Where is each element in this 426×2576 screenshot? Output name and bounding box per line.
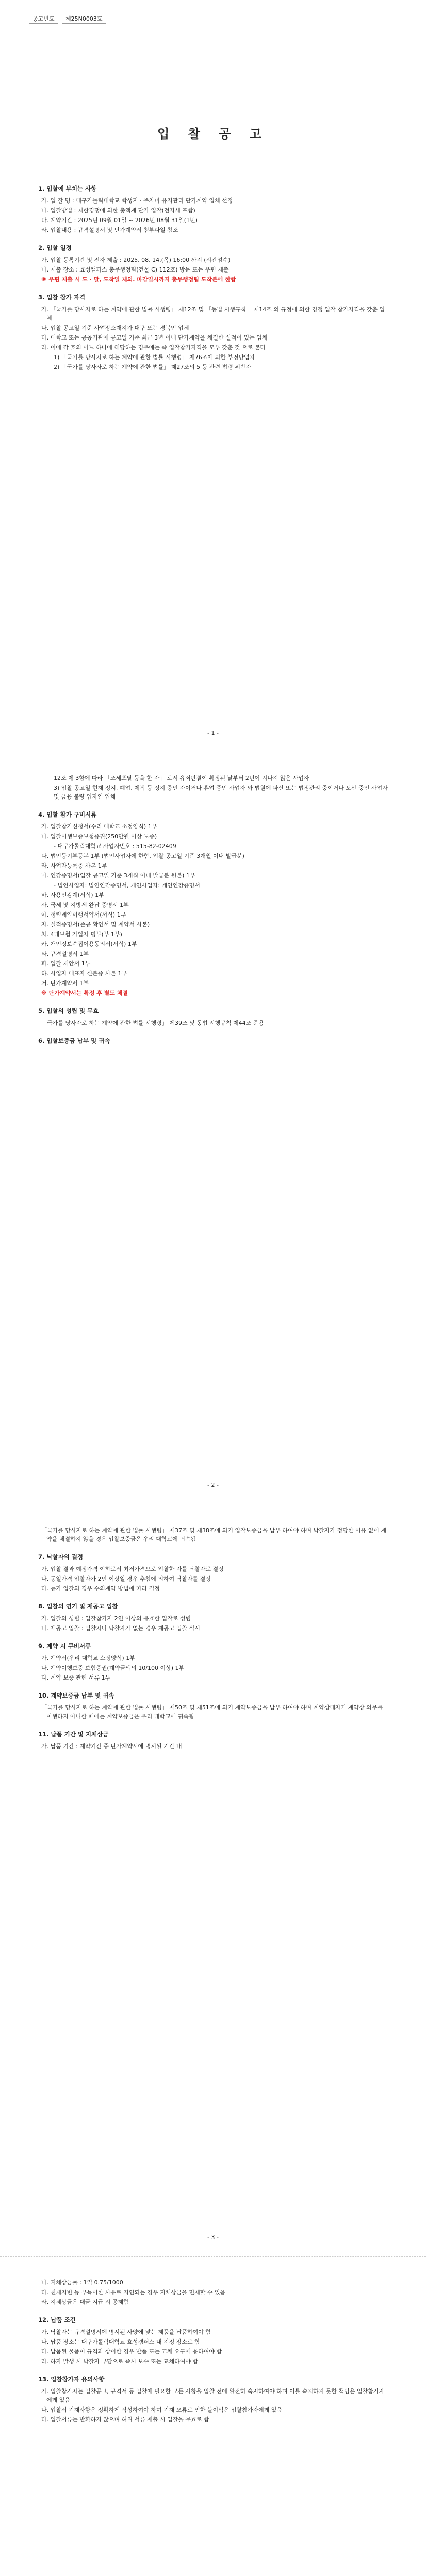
page-4	[0, 2257, 426, 2576]
section-12-item: 가. 낙찰자는 규격설명서에 명시된 사양에 맞는 제품을 납품하여야 함	[41, 2329, 211, 2335]
section-5-text: 「국가를 당사자로 하는 계약에 관한 법률 시행령」 제39조 및 동법 시행규칙 제44조 준용	[41, 1020, 264, 1026]
section-9-title: 9. 계약 시 구비서류	[38, 1642, 91, 1650]
section-4-item: 라. 사업자등록증 사본 1부	[41, 862, 107, 869]
section-4-note: ※ 단가계약서는 확정 후 별도 체결	[41, 990, 128, 996]
section-4-item: 하. 사업자 대표자 신분증 사본 1부	[41, 970, 127, 977]
section-12-item: 라. 하자 발생 시 낙찰자 부담으로 즉시 보수 또는 교체하여야 함	[41, 2358, 199, 2365]
section-body	[38, 175, 389, 372]
section-13-item: 가. 입찰참가자는 입찰공고, 규격서 등 입찰에 필요한 모든 사항을 입찰 전에 완전히 숙지하여야 하며 이를 숙지하지 못한 책임은 입찰참가자에게 있음	[41, 2388, 384, 2403]
section-12-title: 12. 납품 조건	[38, 2316, 76, 2324]
section-4-item: 사. 국세 및 지방세 완납 증명서 1부	[41, 902, 129, 908]
section-2-note: ※ 우편 제출 시 도 · 말, 도착일 제외. 마감일시까지 총무행정팀 도착분에 한함	[41, 276, 236, 283]
section-4-item: 가. 입찰참가신청서(수리 대학교 소정양식) 1부	[41, 823, 157, 830]
section-11-title: 11. 납품 기간 및 지체상금	[38, 1731, 109, 1738]
page-number: - 3 -	[207, 2234, 219, 2241]
section-9-item: 다. 계약 보증 관련 서류 1부	[41, 1674, 111, 1681]
section-1-item: 가. 입 찰 명 : 대구가톨릭대학교 학생지 · 주차미 유지관리 단가계약 업체 선정	[41, 197, 233, 204]
section-4-item: 차. 4대보험 가입자 명부(부 1부)	[41, 931, 122, 938]
section-1-item: 다. 계약기간 : 2025년 09월 01일 ~ 2026년 08월 31일(1년)	[41, 217, 198, 224]
notice-number	[29, 14, 108, 23]
section-9-item: 나. 계약이행보증 보험증권(계약금액의 10/100 이상) 1부	[41, 1665, 185, 1671]
section-2-title: 2. 입찰 일정	[38, 244, 72, 251]
section-3-item: 가. 「국가를 당사자로 하는 계약에 관한 법률 시행령」 제12조 및 「동법 시행규칙」 제14조 의 규정에 의한 경쟁 입찰 참가자격을 갖춘 업체	[41, 306, 385, 321]
section-9-item: 가. 계약서(우리 대학교 소정양식) 1부	[41, 1655, 135, 1662]
section-4-item: 카. 개인정보수집이용동의서(서식) 1부	[41, 941, 137, 947]
section-8-item: 가. 입찰의 성립 : 입찰참가자 2인 이상의 유효한 입찰로 성립	[41, 1615, 191, 1622]
section-11-item: 라. 지체상금은 대금 지급 시 공제함	[41, 2299, 129, 2306]
section-body	[38, 1525, 389, 1752]
section-8-item: 나. 재공고 입찰 : 입찰자나 낙찰자가 없는 경우 재공고 입찰 실시	[41, 1625, 200, 1632]
section-8-title: 8. 입찰의 연기 및 재공고 입찰	[38, 1603, 118, 1610]
section-4-item: 마. 인감증명서(입찰 공고일 기준 3개월 이내 발급분 원본) 1부	[41, 872, 195, 879]
notice-label: 공고번호	[29, 14, 58, 24]
page-3	[0, 1504, 426, 2257]
section-3-item: 나. 입찰 공고일 기준 사업장소재지가 대구 또는 경북인 업체	[41, 325, 189, 331]
section-1-item: 나. 입찰방법 : 제한경쟁에 의한 총액계 단가 입찰(전자세 포함)	[41, 207, 195, 214]
section-6-text: 「국가를 당사자로 하는 계약에 관한 법률 시행령」 제37조 및 제38조에 의거 입찰보증금을 납부 하여야 하며 낙찰자가 정당한 이유 없이 계약을 체결하지 않을 경우 입찰보증금은 우리 대학교에 귀속됨	[41, 1527, 386, 1543]
continued-text: 3) 입찰 공고일 현재 정지, 폐업, 제적 등 정지 중인 자이거나 휴업 중인 사업자 와 법원에 파산 또는 법정관리 중이거나 도산 중인 사업자 및 금융 불량 업자인 업체	[54, 785, 388, 800]
section-13-title: 13. 입찰참가자 유의사항	[38, 2376, 105, 2383]
section-1-title: 1. 입찰에 부치는 사항	[38, 185, 97, 192]
section-13-item: 나. 입찰서 기재사항은 정확하게 작성하여야 하며 기재 오류로 인한 불이익은 입찰참가자에게 있음	[41, 2406, 282, 2413]
section-4-item: 거. 단가계약서 1부	[41, 980, 89, 987]
notice-number-value: 제25N0003호	[62, 14, 106, 24]
section-7-item: 다. 등가 입찰의 경우 수의계약 방법에 따라 결정	[41, 1585, 160, 1592]
section-body	[38, 773, 389, 1048]
page-title: 입 찰 공 고	[157, 127, 269, 141]
section-4-item: 타. 규격설명서 1부	[41, 951, 89, 957]
page-number: - 2 -	[207, 1482, 219, 1488]
section-4-item: 아. 청렴계약이행서약서(서식) 1부	[41, 911, 126, 918]
section-4-item: 나. 입찰이행보증보험증권(250만원 이상 보증)	[41, 833, 157, 840]
section-2-item: 가. 입찰 등록기간 및 전자 제출 : 2025. 08. 14.(목) 16:00 까지 (시간엄수)	[41, 257, 231, 263]
section-3-sub: 2) 「국가를 당사자로 하는 계약에 관한 법률」 제27조의 5 등 관련 법령 위반자	[54, 364, 252, 370]
section-10-text: 「국가를 당사자로 하는 계약에 관한 법률 시행령」 제50조 및 제51조에 의거 계약보증금을 납부 하여야 하며 계약상대자가 계약상 의무를 이행하지 아니한 때에는 계약보증금은 우리 대학교에 귀속됨	[41, 1704, 383, 1720]
section-7-item: 가. 입찰 결과 예정가격 이하로서 최저가격으로 입찰한 자를 낙찰자로 결정	[41, 1566, 224, 1572]
section-4-item: 바. 사용인감계(서식) 1부	[41, 892, 104, 899]
section-10-title: 10. 계약보증금 납부 및 귀속	[38, 1692, 114, 1699]
continued-text: 12조 제 3항에 따라 「조세포탈 등을 한 자」 로서 유죄판결이 확정된 날부터 2년이 지나지 않은 사업자	[54, 775, 309, 782]
section-12-item: 다. 납품된 물품이 규격과 상이한 경우 반품 또는 교체 요구에 응하여야 함	[41, 2348, 222, 2355]
section-11-text: 가. 납품 기간 : 계약기간 중 단가계약서에 명시된 기간 내	[41, 1743, 182, 1750]
section-12-item: 나. 납품 장소는 대구가톨릭대학교 효성캠퍼스 내 지정 장소로 함	[41, 2338, 200, 2345]
page-2	[0, 752, 426, 1504]
section-4-item: 다. 법인등기부등본 1부 (법인사업자에 한함, 입찰 공고일 기준 3개월 이내 발급분)	[41, 853, 244, 859]
section-6-title: 6. 입찰보증금 납부 및 귀속	[38, 1037, 110, 1044]
page-number: - 1 -	[207, 730, 219, 736]
section-4-title: 4. 입찰 참가 구비서류	[38, 811, 97, 818]
section-7-item: 나. 동일가격 입찰자가 2인 이상일 경우 추첨에 의하여 낙찰자를 결정	[41, 1575, 211, 1582]
section-3-item: 라. 이에 각 호의 어느 하나에 해당하는 경우에는 즉 입찰참가자격을 모두 갖춘 것 으로 본다	[41, 344, 266, 351]
section-3-title: 3. 입찰 참가 자격	[38, 294, 86, 301]
section-4-item: 자. 실적증명서(준공 확인서 및 계약서 사본)	[41, 921, 150, 928]
section-4-item: 파. 입찰 제안서 1부	[41, 960, 91, 967]
section-5-title: 5. 입찰의 성립 및 무효	[38, 1007, 99, 1014]
section-4-sub: - 대구가톨릭대학교 사업자번호 : 515-82-02409	[54, 843, 176, 850]
section-11-item: 다. 천재지변 등 부득이한 사유로 지연되는 경우 지체상금을 면제할 수 있음	[41, 2289, 226, 2296]
section-4-sub: - 법인사업자: 법인인감증명서, 개인사업자: 개인인감증명서	[54, 882, 200, 889]
page-1	[0, 0, 426, 752]
section-7-title: 7. 낙찰자의 결정	[38, 1553, 84, 1561]
section-3-sub: 1) 「국가를 당사자로 하는 계약에 관한 법률 시행령」 제76조에 의한 부정당업자	[54, 354, 255, 361]
section-body	[38, 2277, 389, 2576]
section-13-item: 다. 입찰서류는 반환하지 않으며 허위 서류 제출 시 입찰을 무효로 함	[41, 2416, 209, 2423]
section-1-item: 라. 입찰내용 : 규격설명서 및 단가계약서 첨부파일 참조	[41, 227, 178, 233]
section-2-item: 나. 제출 장소 : 효성캠퍼스 총무행정팀(건물 C) 112호) 방문 또는 우편 제출	[41, 266, 229, 273]
section-3-item: 다. 대학교 또는 공공기관에 공고일 기준 최근 3년 이내 단가계약을 체결한 실적이 있는 업체	[41, 334, 268, 341]
section-11-text: 나. 지체상금률 : 1일 0.75/1000	[41, 2279, 123, 2286]
